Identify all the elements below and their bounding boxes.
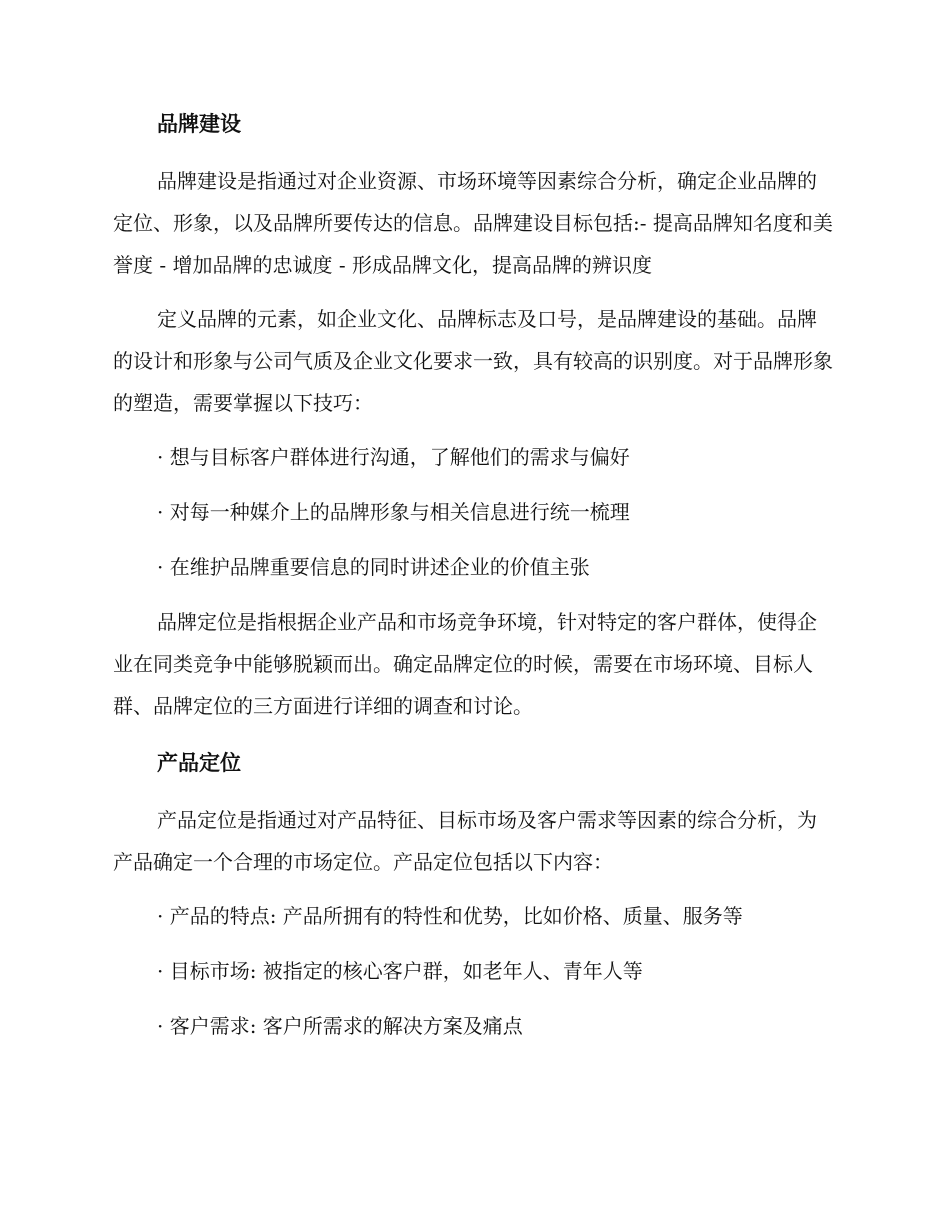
bullet-item: · 目标市场: 被指定的核心客户群，如老年人、青年人等 [157, 959, 643, 983]
bullet-item: · 产品的特点: 产品所拥有的特性和优势，比如价格、质量、服务等 [157, 904, 743, 928]
bullet-item: · 客户需求: 客户所需求的解决方案及痛点 [157, 1014, 523, 1038]
bullet-item: · 在维护品牌重要信息的同时讲述企业的价值主张 [157, 555, 590, 579]
section-heading-brand-building: 品牌建设 [157, 112, 241, 136]
paragraph-brand-elements: 定义品牌的元素，如企业文化、品牌标志及口号，是品牌建设的基础。品牌的设计和形象与公司气质及企业文化要求一致，具有较高的识别度。对于品牌形象的塑造，需要掌握以下技巧： [113, 307, 833, 415]
paragraph-product-positioning: 产品定位是指通过对产品特征、目标市场及客户需求等因素的综合分析，为产品确定一个合理的市场定位。产品定位包括以下内容： [113, 808, 817, 874]
bullet-item: · 想与目标客户群体进行沟通，了解他们的需求与偏好 [157, 445, 630, 469]
document-page [113, 106, 833, 1060]
bullet-item: · 对每一种媒介上的品牌形象与相关信息进行统一梳理 [157, 500, 630, 524]
section-heading-product-positioning: 产品定位 [157, 751, 241, 775]
paragraph-brand-positioning: 品牌定位是指根据企业产品和市场竞争环境，针对特定的客户群体，使得企业在同类竞争中能够脱颖而出。确定品牌定位的时候，需要在市场环境、目标人群、品牌定位的三方面进行详细的调查和讨论。 [113, 610, 817, 718]
paragraph-brand-building-intro: 品牌建设是指通过对企业资源、市场环境等因素综合分析，确定企业品牌的定位、形象，以及品牌所要传达的信息。品牌建设目标包括:- 提高品牌知名度和美誉度 - 增加品牌的忠诚度 - 形成品牌文化，提高品牌的辨识度 [113, 169, 833, 277]
